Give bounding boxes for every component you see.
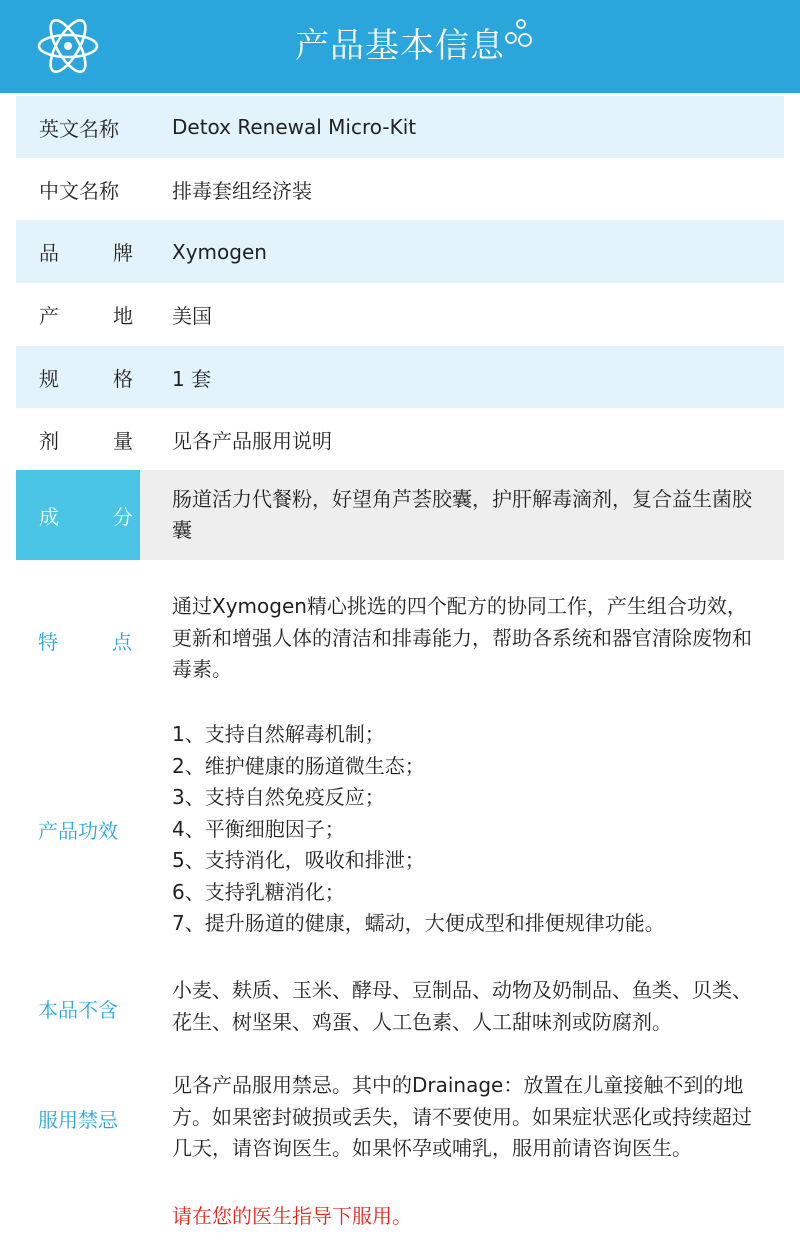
row-label: 产 地: [39, 304, 133, 328]
doctor-guidance-warning: 请在您的医生指导下服用。: [172, 1204, 412, 1228]
row-label: 中文名称: [39, 178, 119, 203]
effect-item: 7、提升肠道的健康，蠕动，大便成型和排便规律功能。: [172, 911, 665, 935]
ingredients-value: 肠道活力代餐粉，好望角芦荟胶囊，护肝解毒滴剂，复合益生菌胶囊: [172, 487, 752, 542]
row-value: Xymogen: [172, 239, 267, 264]
row-value: 美国: [172, 304, 212, 328]
row-label: 剂 量: [39, 428, 133, 453]
row-value: 排毒套组经济装: [172, 178, 312, 203]
info-row-chinese-name: [16, 158, 784, 220]
effect-item: 3、支持自然免疫反应；: [172, 785, 385, 809]
effects-label: 产品功效: [38, 819, 118, 843]
row-label: 规 格: [39, 366, 133, 391]
page-title: 产品基本信息: [295, 26, 505, 66]
info-row-english-name: [16, 96, 784, 158]
ingredients-label: 成 分: [16, 470, 140, 560]
row-value: Detox Renewal Micro-Kit: [172, 115, 417, 139]
contraindications-text: 见各产品服用禁忌。其中的Drainage：放置在儿童接触不到的地方。如果密封破损或丢失，请不要使用。如果症状恶化或持续超过几天，请咨询医生。如果怀孕或哺乳，服用前请咨询医生。: [172, 1073, 752, 1160]
features-label: 特 点: [38, 630, 132, 654]
contraindications-label: 服用禁忌: [38, 1108, 118, 1132]
effect-item: 6、支持乳糖消化；: [172, 879, 345, 904]
ingredients-row: [16, 470, 784, 560]
free-from-label: 本品不含: [38, 998, 118, 1022]
row-label: 品 牌: [39, 241, 133, 265]
info-row-spec: [16, 346, 784, 408]
effect-item: 2、维护健康的肠道微生态；: [172, 753, 425, 778]
free-from-text: 小麦、麸质、玉米、酵母、豆制品、动物及奶制品、鱼类、贝类、花生、树坚果、鸡蛋、人工色素、人工甜味剂或防腐剂。: [172, 978, 752, 1034]
info-row-dosage: [16, 408, 784, 470]
row-value: 见各产品服用说明: [172, 428, 332, 453]
info-row-origin: [16, 283, 784, 346]
row-value: 1 套: [172, 366, 212, 391]
effect-item: 5、支持消化，吸收和排泄；: [172, 848, 425, 872]
effect-item: 1、支持自然解毒机制；: [172, 722, 385, 746]
effects-list: [172, 719, 762, 940]
bubbles-icon: [503, 18, 533, 50]
page-header: [0, 0, 800, 93]
info-row-brand: [16, 220, 784, 283]
row-label: 英文名称: [39, 116, 119, 141]
features-text: 通过Xymogen精心挑选的四个配方的协同工作，产生组合功效，更新和增强人体的清洁和排毒能力，帮助各系统和器官清除废物和毒素。: [172, 594, 752, 681]
effect-item: 4、平衡细胞因子；: [172, 816, 345, 841]
